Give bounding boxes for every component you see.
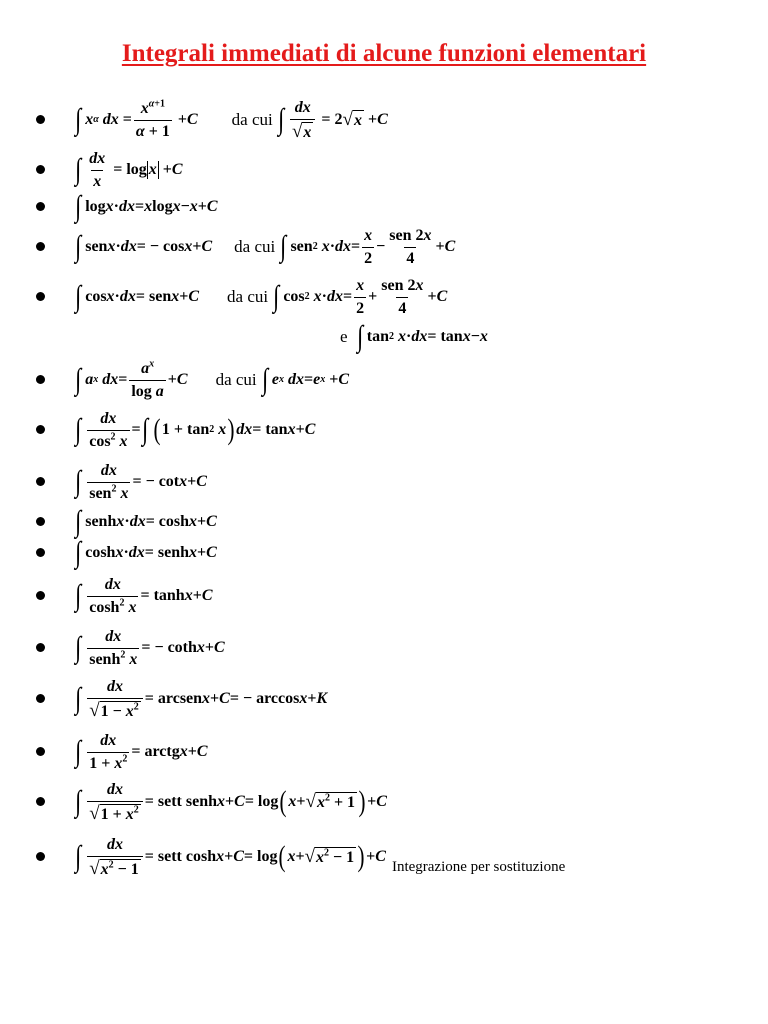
formula-csch-squared: ∫ $\frac{dx}{senh^2 x}$ = − coth x + C [75, 627, 225, 668]
bullet [36, 425, 45, 434]
formula-cosh: ∫ cosh x · dx = senh x + C [75, 536, 217, 569]
bullet [36, 694, 45, 703]
bullet [36, 292, 45, 301]
formula-row-sech-squared [36, 571, 756, 621]
formula-tangent-squared: e ∫ tan 2 x · dx = tan x − x [340, 320, 488, 353]
bullet [36, 165, 45, 174]
connector-text: da cui [227, 287, 269, 306]
formula-cosine: ∫ cos x · dx = sen x + C da cui ∫ cos 2 x · dx = $\frac{x}{2}$ + $\frac{\text{sen 2x}}{4}$ + C [75, 276, 448, 317]
formula-row-arcsine [36, 674, 756, 724]
bullet [36, 548, 45, 557]
bullet [36, 747, 45, 756]
bullet [36, 797, 45, 806]
formula-exponential: ∫ a x dx = $\frac{a^x}{\text{log a}}$ + C da cui ∫ e x dx = e x + C [75, 358, 350, 400]
formula-row-sec-squared [36, 405, 756, 455]
bullet [36, 852, 45, 861]
formula-power: ∫ x α dx = $\frac{x^{\alpha+1}}{\alpha + 1}$ + C da cui ∫ dx √ x = 2 √ x + C [75, 98, 388, 142]
formula-arccosh: ∫ dx √ $x^2 - 1$ = sett cosh x + C = log ( x + √ $x^2 - 1$ ) + C Integrazione per sostituzione [75, 835, 566, 879]
formula-row-csch-squared [36, 623, 756, 673]
formula-csc-squared: ∫ $\frac{dx}{sen^2 x}$ = − cot x + C [75, 461, 207, 502]
formula-sec-squared: ∫ $\frac{dx}{\cos^2 x}$ = ∫ ( 1 + tan 2 x ) dx = tan x + C [75, 409, 316, 450]
formula-row-sine [36, 222, 756, 272]
bullet [36, 375, 45, 384]
formula-sine: ∫ sen x · dx = − cos x + C da cui ∫ sen 2 x · dx = $\frac{x}{2}$ − $\frac{\text{sen 2x}}{4}$ + C [75, 226, 456, 267]
formula-sinh: ∫ senh x · dx = cosh x + C [75, 505, 217, 538]
formula-row-arccosh [36, 832, 756, 882]
formula-arcsinh: ∫ dx √ $1 + x^2$ = sett senh x + C = log ( x + √ $x^2 + 1$ ) + C [75, 780, 387, 824]
page-title: Integrali immediati di alcune funzioni elementari [121, 40, 647, 67]
formula-arctangent: ∫ $\frac{dx}{1 + x^2}$ = arctg x + C [75, 731, 208, 772]
formula-row-arctangent [36, 727, 756, 777]
formula-sech-squared: ∫ $\frac{dx}{\cosh^2 x}$ = tanh x + C [75, 575, 213, 616]
connector-text: da cui [234, 237, 276, 256]
formula-log: ∫ log x · dx = x log x − x + C [75, 190, 218, 223]
bullet [36, 643, 45, 652]
side-note: Integrazione per sostituzione [391, 859, 566, 875]
bullet [36, 202, 45, 211]
bullet [36, 115, 45, 124]
bullet [36, 477, 45, 486]
formula-row-exponential [36, 355, 756, 405]
conjunction-text: e [340, 327, 348, 346]
formula-row-arcsinh [36, 777, 756, 827]
connector-text: da cui [215, 370, 257, 389]
bullet [36, 242, 45, 251]
formula-arcsine: ∫ dx √ $1 - x^2$ = arcsen x + C = − arccos x + K [75, 677, 328, 721]
formula-reciprocal: ∫ $\frac{dx}{x}$ = log x + C [75, 149, 183, 190]
connector-text: da cui [231, 110, 273, 129]
bullet [36, 517, 45, 526]
formula-row-power [36, 95, 756, 145]
bullet [36, 591, 45, 600]
